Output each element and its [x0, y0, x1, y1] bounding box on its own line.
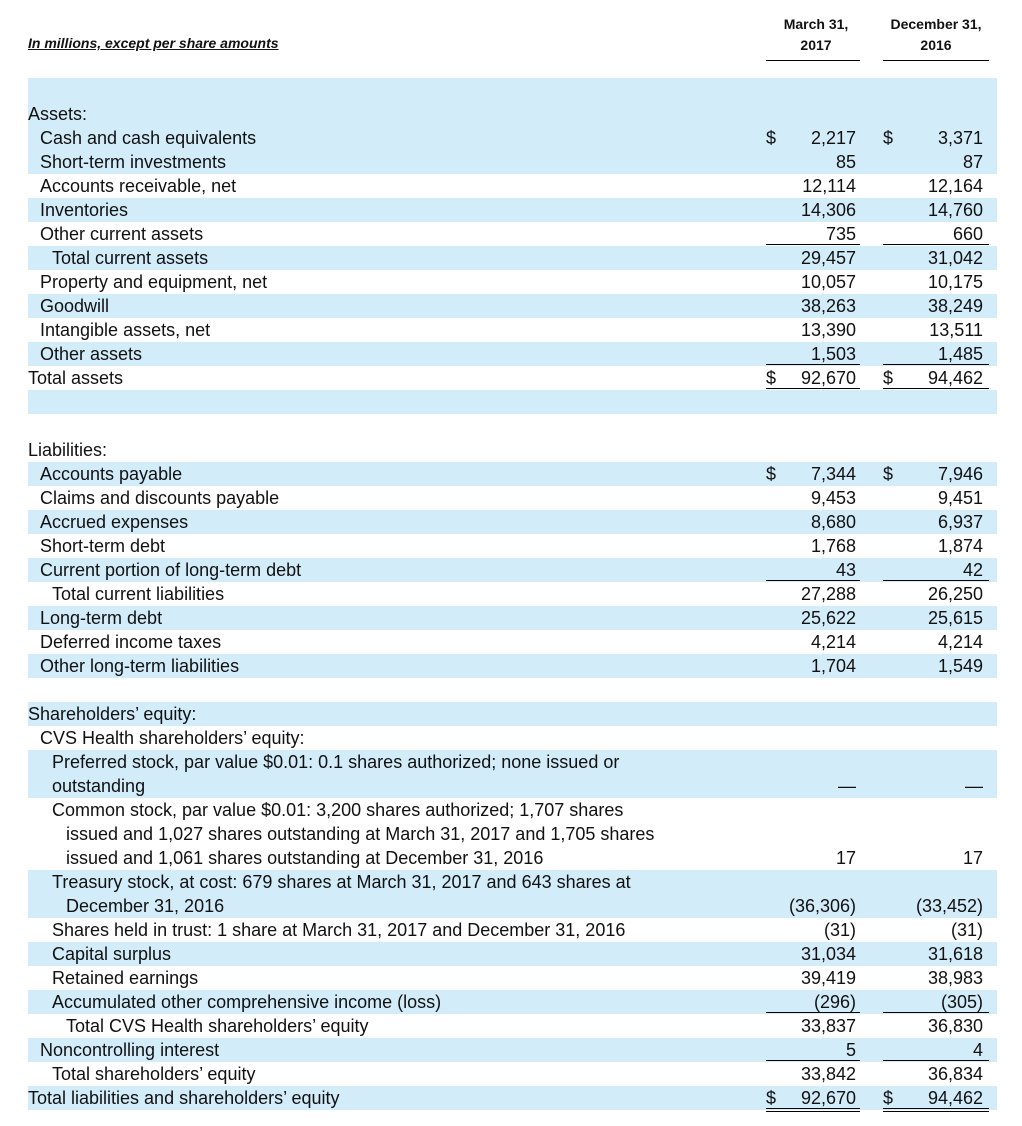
value-december-2016: 9,451 [937, 488, 983, 508]
value-march-2017: 10,057 [800, 272, 856, 292]
table-row [28, 870, 997, 894]
row-label: Total CVS Health shareholders’ equity [66, 1016, 369, 1036]
table-row [28, 678, 997, 702]
total-underline [766, 580, 860, 581]
value-december-2016: (33,452) [915, 896, 983, 916]
table-row [28, 390, 997, 414]
table-row [28, 942, 997, 966]
value-december-2016: 1,485 [937, 344, 983, 364]
row-label: Total assets [28, 368, 124, 388]
value-december-2016: 38,983 [927, 968, 983, 988]
value-december-2016: 42 [962, 560, 983, 580]
value-december-2016: 4 [972, 1040, 983, 1060]
total-underline [766, 388, 860, 389]
table-row [28, 534, 997, 558]
table-row [28, 1062, 997, 1086]
total-underline [766, 1111, 860, 1112]
table-row [28, 366, 997, 390]
value-march-2017: 33,842 [800, 1064, 856, 1084]
value-march-2017: 9,453 [810, 488, 856, 508]
row-label: Accounts receivable, net [40, 176, 237, 196]
total-underline [883, 388, 989, 389]
row-label: Shares held in trust: 1 share at March 31, 2017 and December 31, 2016 [52, 920, 626, 940]
table-row [28, 414, 997, 438]
row-label: Deferred income taxes [40, 632, 222, 652]
value-december-2016: 1,549 [937, 656, 983, 676]
row-label: CVS Health shareholders’ equity: [40, 728, 305, 748]
row-label: Accrued expenses [40, 512, 189, 532]
table-row [28, 750, 997, 774]
value-december-2016: 17 [962, 848, 983, 868]
row-label: Shareholders’ equity: [28, 704, 197, 724]
row-label: Retained earnings [52, 968, 199, 988]
total-underline [766, 1060, 860, 1061]
row-label: Accounts payable [40, 464, 183, 484]
total-underline [766, 1108, 860, 1109]
currency-symbol: $ [883, 368, 894, 388]
row-label: Claims and discounts payable [40, 488, 280, 508]
value-march-2017: (36,306) [788, 896, 856, 916]
value-december-2016: (305) [940, 992, 983, 1012]
currency-symbol: $ [766, 464, 777, 484]
row-label: Total current liabilities [52, 584, 225, 604]
value-december-2016: 7,946 [937, 464, 983, 484]
currency-symbol: $ [883, 128, 894, 148]
value-december-2016: 4,214 [937, 632, 983, 652]
table-row [28, 846, 997, 870]
value-march-2017: 29,457 [800, 248, 856, 268]
table-row [28, 102, 997, 126]
table-row [28, 1038, 997, 1062]
row-label: Short-term investments [40, 152, 227, 172]
value-december-2016: 31,618 [927, 944, 983, 964]
value-march-2017: 12,114 [802, 176, 856, 196]
value-december-2016: 6,937 [937, 512, 983, 532]
value-december-2016: 12,164 [927, 176, 983, 196]
row-label: Other long-term liabilities [40, 656, 240, 676]
currency-symbol: $ [766, 128, 777, 148]
column-header-line1: March 31, [783, 16, 849, 32]
value-december-2016: 26,250 [927, 584, 983, 604]
row-label: Current portion of long-term debt [40, 560, 302, 580]
value-march-2017: 2,217 [810, 128, 856, 148]
row-label: Property and equipment, net [40, 272, 268, 292]
currency-symbol: $ [883, 464, 894, 484]
table-row [28, 798, 997, 822]
value-december-2016: 36,830 [927, 1016, 983, 1036]
row-label: Capital surplus [52, 944, 172, 964]
value-march-2017: 17 [835, 848, 856, 868]
table-row [28, 1014, 997, 1038]
total-underline [766, 364, 860, 365]
currency-symbol: $ [766, 368, 777, 388]
value-december-2016: 36,834 [927, 1064, 983, 1084]
value-march-2017: 13,390 [800, 320, 856, 340]
value-december-2016: 10,175 [927, 272, 983, 292]
total-underline [883, 1060, 989, 1061]
value-march-2017: 31,034 [800, 944, 856, 964]
column-header-line2: 2016 [920, 37, 952, 53]
value-december-2016: 94,462 [927, 1088, 983, 1108]
value-march-2017: 27,288 [800, 584, 856, 604]
row-label: Noncontrolling interest [40, 1040, 220, 1060]
value-march-2017: 1,503 [810, 344, 856, 364]
value-december-2016: 31,042 [927, 248, 983, 268]
table-row [28, 630, 997, 654]
value-march-2017: 25,622 [800, 608, 856, 628]
total-underline [883, 364, 989, 365]
row-label: Accumulated other comprehensive income (loss) [52, 992, 442, 1012]
value-march-2017: 735 [825, 224, 856, 244]
value-march-2017: 8,680 [810, 512, 856, 532]
value-march-2017: 43 [835, 560, 856, 580]
value-march-2017: 38,263 [800, 296, 856, 316]
total-underline [766, 244, 860, 245]
table-row [28, 702, 997, 726]
row-label: Preferred stock, par value $0.01: 0.1 shares authorized; none issued or [52, 752, 620, 772]
value-march-2017: 39,419 [800, 968, 856, 988]
value-march-2017: — [838, 776, 856, 796]
column-header-line1: December 31, [890, 16, 982, 32]
value-december-2016: 94,462 [927, 368, 983, 388]
table-row [28, 198, 997, 222]
value-december-2016: 1,874 [937, 536, 983, 556]
value-december-2016: 14,760 [927, 200, 983, 220]
value-march-2017: 33,837 [800, 1016, 856, 1036]
table-row [28, 918, 997, 942]
table-row [28, 822, 997, 846]
value-december-2016: 87 [962, 152, 983, 172]
value-december-2016: 13,511 [929, 320, 983, 340]
total-underline [883, 1108, 989, 1109]
value-march-2017: 92,670 [800, 368, 856, 388]
table-row [28, 246, 997, 270]
currency-symbol: $ [766, 1088, 777, 1108]
table-row [28, 510, 997, 534]
table-row [28, 438, 997, 462]
table-row [28, 558, 997, 582]
table-row [28, 966, 997, 990]
value-march-2017: 4,214 [810, 632, 856, 652]
row-label: Total liabilities and shareholders’ equity [28, 1088, 340, 1108]
row-label: Treasury stock, at cost: 679 shares at March 31, 2017 and 643 shares at [52, 872, 631, 892]
table-row [28, 606, 997, 630]
row-label: Long-term debt [40, 608, 163, 628]
table-row [28, 318, 997, 342]
column-header-line2: 2017 [800, 37, 832, 53]
row-label: Liabilities: [28, 440, 108, 460]
total-underline [766, 1012, 860, 1013]
value-march-2017: (31) [823, 920, 856, 940]
value-march-2017: 1,768 [810, 536, 856, 556]
row-label: Other current assets [40, 224, 204, 244]
row-label: outstanding [52, 776, 146, 796]
value-march-2017: 5 [845, 1040, 856, 1060]
value-march-2017: 7,344 [810, 464, 856, 484]
table-row [28, 486, 997, 510]
row-label: Assets: [28, 104, 88, 124]
row-label: Total current assets [52, 248, 209, 268]
row-label: December 31, 2016 [66, 896, 225, 916]
total-underline [883, 1012, 989, 1013]
value-december-2016: — [965, 776, 983, 796]
value-december-2016: 38,249 [927, 296, 983, 316]
value-december-2016: 660 [952, 224, 983, 244]
value-march-2017: 1,704 [810, 656, 856, 676]
table-row [28, 174, 997, 198]
row-label: Short-term debt [40, 536, 166, 556]
row-label: Common stock, par value $0.01: 3,200 shares authorized; 1,707 shares [52, 800, 624, 820]
row-label: issued and 1,027 shares outstanding at March 31, 2017 and 1,705 shares [66, 824, 655, 844]
table-row [28, 294, 997, 318]
table-row [28, 990, 997, 1014]
table-row [28, 150, 997, 174]
row-label: Intangible assets, net [40, 320, 211, 340]
table-row [28, 894, 997, 918]
table-row [28, 726, 997, 750]
row-label: Cash and cash equivalents [40, 128, 257, 148]
currency-symbol: $ [883, 1088, 894, 1108]
row-label: Total shareholders’ equity [52, 1064, 256, 1084]
table-row [28, 270, 997, 294]
total-underline [883, 244, 989, 245]
value-december-2016: 3,371 [937, 128, 983, 148]
value-march-2017: 14,306 [800, 200, 856, 220]
value-march-2017: (296) [813, 992, 856, 1012]
value-march-2017: 85 [835, 152, 856, 172]
table-row [28, 126, 997, 150]
table-row [28, 774, 997, 798]
table-row [28, 462, 997, 486]
row-label: issued and 1,061 shares outstanding at December 31, 2016 [66, 848, 544, 868]
value-december-2016: 25,615 [927, 608, 983, 628]
table-row [28, 342, 997, 366]
value-december-2016: (31) [950, 920, 983, 940]
table-row [28, 1086, 997, 1110]
table-row [28, 78, 997, 102]
total-underline [883, 580, 989, 581]
row-label: Inventories [40, 200, 129, 220]
units-note: In millions, except per share amounts [28, 35, 279, 51]
table-row [28, 654, 997, 678]
row-label: Other assets [40, 344, 143, 364]
table-row [28, 582, 997, 606]
table-row [28, 222, 997, 246]
total-underline [883, 1111, 989, 1112]
row-label: Goodwill [40, 296, 110, 316]
value-march-2017: 92,670 [800, 1088, 856, 1108]
